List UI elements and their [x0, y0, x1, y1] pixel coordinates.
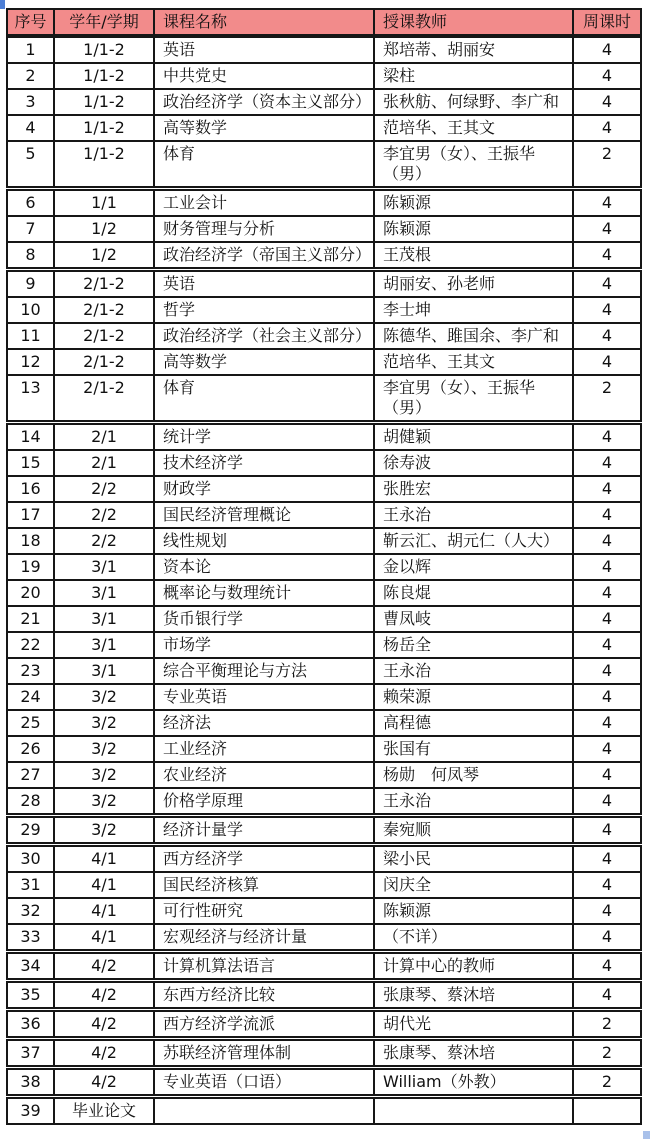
- cell-course: 资本论: [153, 553, 375, 581]
- cell-course: 经济法: [153, 709, 375, 737]
- cell-hours: 2: [572, 1068, 642, 1096]
- cell-hours: 4: [572, 88, 642, 116]
- cell-teacher: 范培华、王其文: [373, 114, 574, 142]
- cell-term: 2/2: [53, 501, 155, 529]
- table-row: [6, 270, 642, 298]
- table-row: [6, 897, 642, 925]
- cell-teacher: 陈良焜: [373, 579, 574, 607]
- cell-term: 3/1: [53, 579, 155, 607]
- cell-term: 2/1-2: [53, 348, 155, 376]
- cell-term: 1/1: [53, 189, 155, 217]
- cell-teacher: 张康琴、蔡沐培: [373, 981, 574, 1009]
- cell-teacher: 金以辉: [373, 553, 574, 581]
- cell-course: 高等数学: [153, 114, 375, 142]
- cell-hours: 4: [572, 657, 642, 685]
- cell-term: 毕业论文: [53, 1097, 155, 1125]
- table-row: [6, 735, 642, 763]
- cell-term: 1/2: [53, 215, 155, 243]
- table-row: [6, 1068, 642, 1096]
- table-row: [6, 553, 642, 581]
- cell-term: 4/2: [53, 952, 155, 980]
- cell-term: 3/2: [53, 735, 155, 763]
- cell-term: 4/2: [53, 981, 155, 1009]
- table-row: [6, 241, 642, 269]
- cell-course: 体育: [153, 140, 375, 188]
- cell-term: 1/1-2: [53, 62, 155, 90]
- cell-number: 12: [6, 348, 55, 376]
- cell-course: 高等数学: [153, 348, 375, 376]
- table-row: [6, 114, 642, 142]
- cell-teacher: 张国有: [373, 735, 574, 763]
- table-row: [6, 501, 642, 529]
- cell-teacher: [373, 1097, 574, 1125]
- table-row: [6, 296, 642, 324]
- cell-number: 22: [6, 631, 55, 659]
- cell-hours: 4: [572, 845, 642, 873]
- cell-term: 4/1: [53, 897, 155, 925]
- cell-teacher: 胡健颖: [373, 423, 574, 451]
- cell-number: 34: [6, 952, 55, 980]
- cell-teacher: 王永治: [373, 657, 574, 685]
- cell-hours: 2: [572, 140, 642, 188]
- cell-number: 38: [6, 1068, 55, 1096]
- cell-course: 技术经济学: [153, 449, 375, 477]
- cell-teacher: 杨勋 何凤琴: [373, 761, 574, 789]
- column-header-teacher: 授课教师: [373, 8, 574, 36]
- column-header-term: 学年/学期: [53, 8, 155, 36]
- table-row: [6, 423, 642, 451]
- cell-course: 哲学: [153, 296, 375, 324]
- column-header-number: 序号: [6, 8, 55, 36]
- cell-term: 3/2: [53, 787, 155, 815]
- cell-term: 4/1: [53, 923, 155, 951]
- cell-hours: 4: [572, 322, 642, 350]
- blue-artifact-top-left: [0, 0, 5, 9]
- cell-course: [153, 1097, 375, 1125]
- cell-number: 25: [6, 709, 55, 737]
- cell-hours: 4: [572, 683, 642, 711]
- cell-teacher: 陈颖源: [373, 189, 574, 217]
- cell-number: 13: [6, 374, 55, 422]
- cell-number: 7: [6, 215, 55, 243]
- cell-number: 19: [6, 553, 55, 581]
- cell-number: 27: [6, 761, 55, 789]
- cell-hours: 4: [572, 553, 642, 581]
- cell-course: 西方经济学流派: [153, 1010, 375, 1038]
- table-row: [6, 475, 642, 503]
- cell-hours: 4: [572, 215, 642, 243]
- cell-course: 计算机算法语言: [153, 952, 375, 980]
- cell-term: 4/1: [53, 871, 155, 899]
- cell-course: 可行性研究: [153, 897, 375, 925]
- cell-teacher: 张康琴、蔡沐培: [373, 1039, 574, 1067]
- course-schedule-table: [6, 8, 642, 1125]
- cell-term: 2/1: [53, 423, 155, 451]
- cell-term: 2/2: [53, 527, 155, 555]
- cell-hours: 4: [572, 816, 642, 844]
- cell-teacher: （不详）: [373, 923, 574, 951]
- cell-number: 31: [6, 871, 55, 899]
- cell-course: 线性规划: [153, 527, 375, 555]
- cell-hours: 4: [572, 270, 642, 298]
- cell-teacher: 杨岳全: [373, 631, 574, 659]
- cell-number: 8: [6, 241, 55, 269]
- table-row: [6, 189, 642, 217]
- table-row: [6, 816, 642, 844]
- column-header-course: 课程名称: [153, 8, 375, 36]
- cell-teacher: 陈颖源: [373, 897, 574, 925]
- cell-number: 6: [6, 189, 55, 217]
- cell-term: 2/1: [53, 449, 155, 477]
- cell-term: 1/1-2: [53, 88, 155, 116]
- cell-course: 苏联经济管理体制: [153, 1039, 375, 1067]
- cell-number: 3: [6, 88, 55, 116]
- table-row: [6, 1097, 642, 1125]
- cell-teacher: 胡代光: [373, 1010, 574, 1038]
- cell-hours: 4: [572, 787, 642, 815]
- cell-number: 21: [6, 605, 55, 633]
- cell-teacher: 梁柱: [373, 62, 574, 90]
- cell-term: 2/1-2: [53, 270, 155, 298]
- cell-number: 30: [6, 845, 55, 873]
- table-row: [6, 761, 642, 789]
- table-row: [6, 88, 642, 116]
- cell-teacher: 李宜男（女）、王振华（男）: [373, 140, 574, 188]
- table-row: [6, 36, 642, 64]
- table-row: [6, 657, 642, 685]
- cell-teacher: 李宜男（女）、王振华（男）: [373, 374, 574, 422]
- cell-number: 32: [6, 897, 55, 925]
- cell-course: 专业英语（口语）: [153, 1068, 375, 1096]
- cell-course: 国民经济核算: [153, 871, 375, 899]
- cell-number: 24: [6, 683, 55, 711]
- table-row: [6, 348, 642, 376]
- cell-hours: 4: [572, 449, 642, 477]
- cell-teacher: 范培华、王其文: [373, 348, 574, 376]
- cell-course: 价格学原理: [153, 787, 375, 815]
- cell-number: 20: [6, 579, 55, 607]
- cell-course: 农业经济: [153, 761, 375, 789]
- table-row: [6, 845, 642, 873]
- cell-hours: 2: [572, 1010, 642, 1038]
- cell-number: 28: [6, 787, 55, 815]
- cell-hours: 2: [572, 374, 642, 422]
- cell-number: 36: [6, 1010, 55, 1038]
- cell-course: 英语: [153, 36, 375, 64]
- cell-number: 14: [6, 423, 55, 451]
- cell-number: 35: [6, 981, 55, 1009]
- cell-term: 4/2: [53, 1039, 155, 1067]
- cell-number: 2: [6, 62, 55, 90]
- cell-hours: 4: [572, 761, 642, 789]
- cell-teacher: 闵庆全: [373, 871, 574, 899]
- cell-course: 专业英语: [153, 683, 375, 711]
- cell-number: 39: [6, 1097, 55, 1125]
- cell-teacher: 张秋舫、何绿野、李广和: [373, 88, 574, 116]
- cell-course: 中共党史: [153, 62, 375, 90]
- cell-number: 11: [6, 322, 55, 350]
- cell-course: 政治经济学（帝国主义部分）: [153, 241, 375, 269]
- cell-hours: 4: [572, 501, 642, 529]
- cell-course: 东西方经济比较: [153, 981, 375, 1009]
- table-row: [6, 527, 642, 555]
- cell-hours: 4: [572, 709, 642, 737]
- cell-hours: 4: [572, 735, 642, 763]
- cell-teacher: 胡丽安、孙老师: [373, 270, 574, 298]
- cell-course: 国民经济管理概论: [153, 501, 375, 529]
- cell-course: 英语: [153, 270, 375, 298]
- cell-term: 3/2: [53, 709, 155, 737]
- cell-course: 工业经济: [153, 735, 375, 763]
- cell-hours: 4: [572, 241, 642, 269]
- cell-number: 17: [6, 501, 55, 529]
- cell-number: 37: [6, 1039, 55, 1067]
- table-row: [6, 579, 642, 607]
- cell-term: 2/1-2: [53, 322, 155, 350]
- cell-number: 33: [6, 923, 55, 951]
- table-row: [6, 215, 642, 243]
- table-row: [6, 787, 642, 815]
- cell-teacher: 王茂根: [373, 241, 574, 269]
- table-row: [6, 374, 642, 422]
- cell-term: 4/1: [53, 845, 155, 873]
- cell-teacher: 徐寿波: [373, 449, 574, 477]
- cell-term: 2/2: [53, 475, 155, 503]
- cell-teacher: 曹凤岐: [373, 605, 574, 633]
- table-row: [6, 322, 642, 350]
- cell-term: 3/1: [53, 605, 155, 633]
- cell-teacher: 靳云汇、胡元仁（人大）: [373, 527, 574, 555]
- cell-hours: 4: [572, 114, 642, 142]
- cell-hours: 4: [572, 981, 642, 1009]
- cell-term: 3/2: [53, 683, 155, 711]
- table-row: [6, 1039, 642, 1067]
- cell-teacher: 王永治: [373, 501, 574, 529]
- cell-term: 3/2: [53, 761, 155, 789]
- cell-teacher: 陈德华、雎国余、李广和: [373, 322, 574, 350]
- cell-hours: 4: [572, 871, 642, 899]
- cell-teacher: 秦宛顺: [373, 816, 574, 844]
- cell-teacher: William（外教）: [373, 1068, 574, 1096]
- cell-number: 16: [6, 475, 55, 503]
- table-body: [6, 36, 642, 1125]
- cell-hours: [572, 1097, 642, 1125]
- cell-hours: 4: [572, 605, 642, 633]
- cell-course: 统计学: [153, 423, 375, 451]
- cell-teacher: 李士坤: [373, 296, 574, 324]
- cell-term: 3/2: [53, 816, 155, 844]
- cell-teacher: 计算中心的教师: [373, 952, 574, 980]
- cell-hours: 4: [572, 475, 642, 503]
- cell-course: 政治经济学（社会主义部分）: [153, 322, 375, 350]
- table-row: [6, 605, 642, 633]
- cell-hours: 4: [572, 62, 642, 90]
- cell-teacher: 赖荣源: [373, 683, 574, 711]
- cell-hours: 4: [572, 189, 642, 217]
- cell-course: 综合平衡理论与方法: [153, 657, 375, 685]
- cell-hours: 4: [572, 423, 642, 451]
- cell-course: 货币银行学: [153, 605, 375, 633]
- cell-number: 5: [6, 140, 55, 188]
- cell-number: 9: [6, 270, 55, 298]
- table-row: [6, 140, 642, 188]
- cell-term: 1/1-2: [53, 114, 155, 142]
- cell-hours: 4: [572, 923, 642, 951]
- cell-course: 概率论与数理统计: [153, 579, 375, 607]
- cell-teacher: 陈颖源: [373, 215, 574, 243]
- table-row: [6, 981, 642, 1009]
- cell-term: 1/1-2: [53, 140, 155, 188]
- table-row: [6, 449, 642, 477]
- column-header-hours: 周课时: [572, 8, 642, 36]
- cell-hours: 4: [572, 631, 642, 659]
- cell-number: 18: [6, 527, 55, 555]
- table-row: [6, 1010, 642, 1038]
- cell-term: 4/2: [53, 1068, 155, 1096]
- cell-number: 1: [6, 36, 55, 64]
- cell-hours: 4: [572, 527, 642, 555]
- cell-number: 15: [6, 449, 55, 477]
- cell-hours: 4: [572, 952, 642, 980]
- cell-course: 宏观经济与经济计量: [153, 923, 375, 951]
- table-header-row: [6, 8, 642, 36]
- cell-term: 2/1-2: [53, 374, 155, 422]
- cell-term: 2/1-2: [53, 296, 155, 324]
- cell-number: 4: [6, 114, 55, 142]
- table-row: [6, 952, 642, 980]
- blue-artifact-bottom-right: [643, 1131, 650, 1139]
- cell-number: 10: [6, 296, 55, 324]
- cell-course: 工业会计: [153, 189, 375, 217]
- cell-course: 市场学: [153, 631, 375, 659]
- cell-teacher: 高程德: [373, 709, 574, 737]
- cell-teacher: 张胜宏: [373, 475, 574, 503]
- cell-number: 23: [6, 657, 55, 685]
- table-row: [6, 709, 642, 737]
- cell-course: 经济计量学: [153, 816, 375, 844]
- cell-term: 3/1: [53, 657, 155, 685]
- cell-hours: 4: [572, 36, 642, 64]
- cell-number: 29: [6, 816, 55, 844]
- table-row: [6, 683, 642, 711]
- table-row: [6, 62, 642, 90]
- cell-hours: 4: [572, 897, 642, 925]
- cell-teacher: 郑培蒂、胡丽安: [373, 36, 574, 64]
- cell-course: 体育: [153, 374, 375, 422]
- table-row: [6, 631, 642, 659]
- cell-course: 财务管理与分析: [153, 215, 375, 243]
- cell-number: 26: [6, 735, 55, 763]
- cell-teacher: 王永治: [373, 787, 574, 815]
- cell-course: 财政学: [153, 475, 375, 503]
- cell-teacher: 梁小民: [373, 845, 574, 873]
- cell-term: 3/1: [53, 631, 155, 659]
- cell-term: 3/1: [53, 553, 155, 581]
- table-row: [6, 923, 642, 951]
- cell-hours: 2: [572, 1039, 642, 1067]
- cell-hours: 4: [572, 579, 642, 607]
- cell-term: 1/2: [53, 241, 155, 269]
- table-row: [6, 871, 642, 899]
- cell-term: 1/1-2: [53, 36, 155, 64]
- cell-hours: 4: [572, 348, 642, 376]
- cell-course: 政治经济学（资本主义部分）: [153, 88, 375, 116]
- cell-term: 4/2: [53, 1010, 155, 1038]
- cell-hours: 4: [572, 296, 642, 324]
- cell-course: 西方经济学: [153, 845, 375, 873]
